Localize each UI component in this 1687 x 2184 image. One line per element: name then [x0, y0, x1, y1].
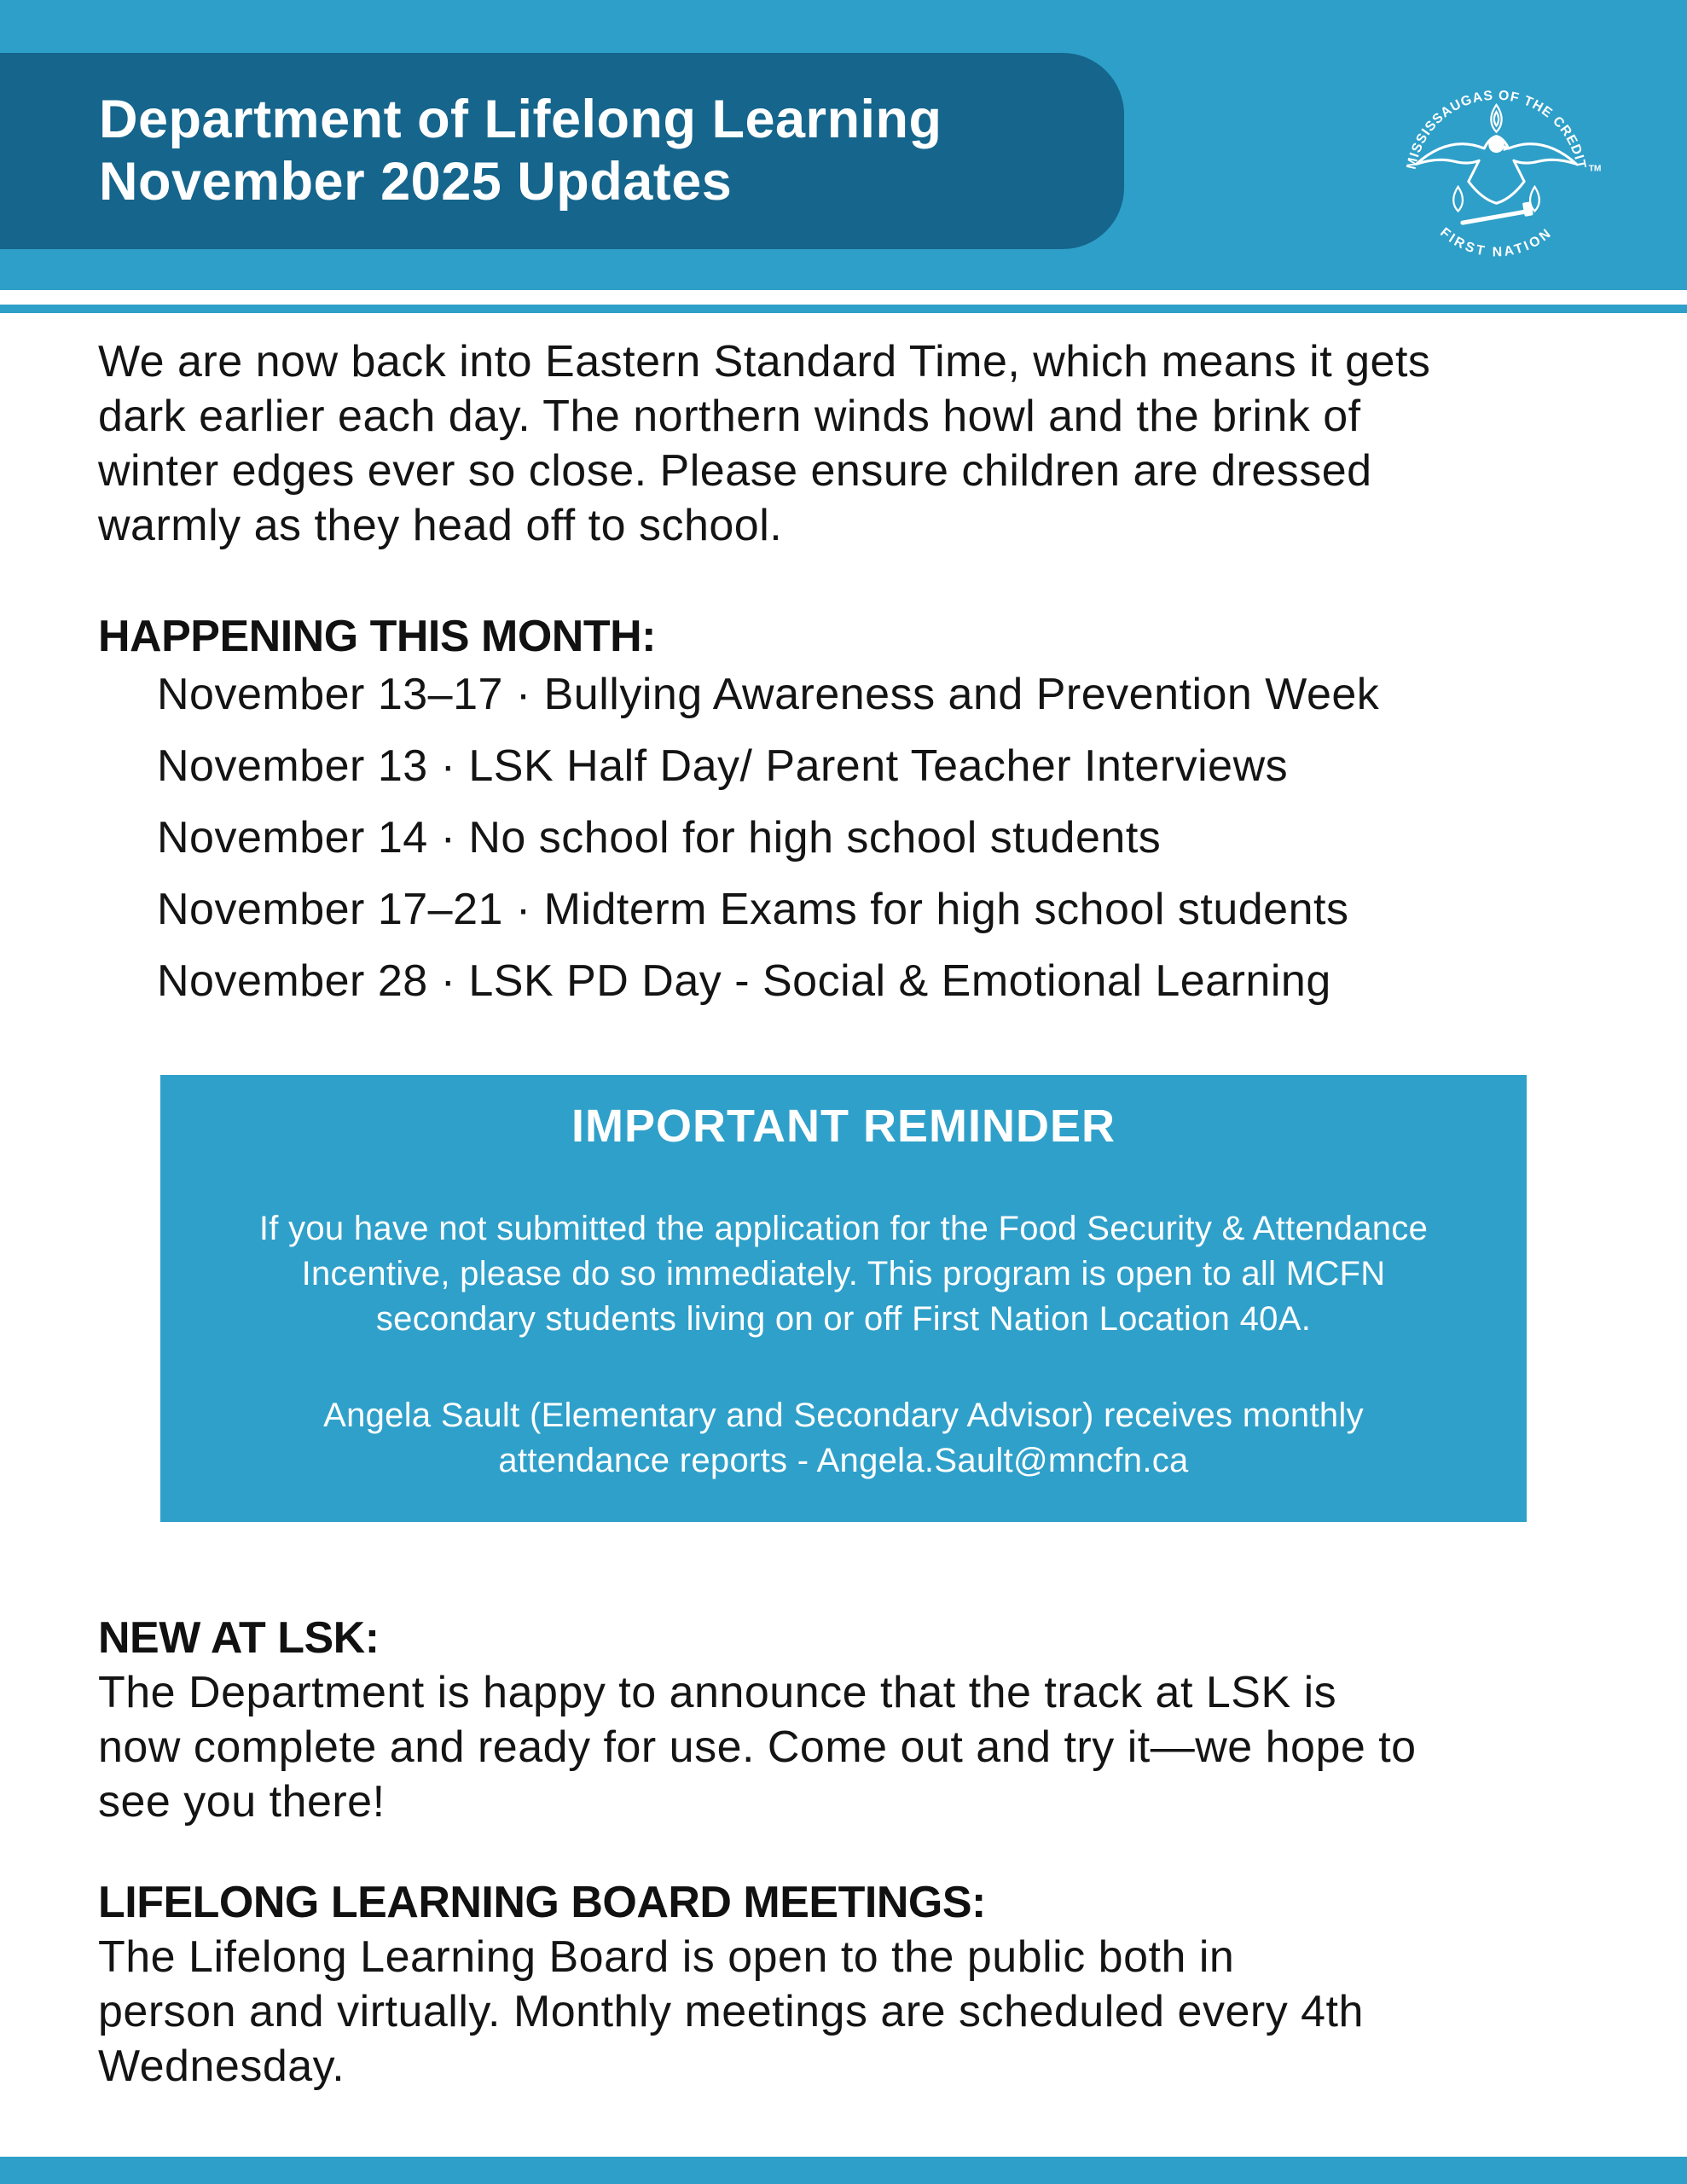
svg-text:FIRST NATION	[1437, 225, 1556, 260]
event-item: November 28 · LSK PD Day - Social & Emotional Learning	[157, 956, 1331, 1006]
flame-left-icon	[1453, 187, 1463, 212]
eagle-head-icon	[1488, 137, 1504, 153]
title-box	[0, 53, 1124, 249]
board-meetings-line: Wednesday.	[98, 2042, 345, 2091]
new-at-lsk-paragraph	[98, 1665, 1417, 1829]
intro-line: warmly as they head off to school.	[98, 501, 783, 550]
board-meetings-line: person and virtually. Monthly meetings are scheduled every 4th	[98, 1987, 1364, 2036]
new-at-lsk-heading: NEW AT LSK:	[98, 1613, 380, 1663]
new-at-lsk-line: now complete and ready for use. Come out and try it—we hope to	[98, 1722, 1417, 1772]
eagle-emblem-icon	[1392, 67, 1601, 276]
reminder-line: Incentive, please do so immediately. This program is open to all MCFN	[301, 1255, 1386, 1292]
footer-accent-bar	[0, 2157, 1687, 2184]
event-item: November 13–17 · Bullying Awareness and Prevention Week	[157, 670, 1380, 719]
happening-heading: HAPPENING THIS MONTH:	[98, 612, 656, 661]
board-meetings-line: The Lifelong Learning Board is open to the public both in	[98, 1932, 1235, 1982]
pipe-icon	[1459, 201, 1533, 228]
intro-line: dark earlier each day. The northern winds howl and the brink of	[98, 392, 1361, 441]
reminder-line-email: attendance reports - Angela.Sault@mncfn.ca	[498, 1442, 1189, 1479]
logo-arc-top-text: MISSISSAUGAS OF THE CREDIT	[1404, 88, 1589, 171]
reminder-line: Applications must be completed each year when this program is available.	[275, 1540, 1412, 1577]
important-reminder-box	[160, 1075, 1527, 1577]
logo-arc-bottom-text: FIRST NATION	[1437, 224, 1556, 260]
reminder-line: secondary students living on or off First Nation Location 40A.	[375, 1300, 1312, 1338]
mcfn-first-nation-logo	[1392, 67, 1601, 276]
board-meetings-heading: LIFELONG LEARNING BOARD MEETINGS:	[98, 1878, 986, 1927]
events-list	[157, 659, 1379, 1017]
event-item: November 17–21 · Midterm Exams for high school students	[157, 885, 1349, 934]
page-title-line-2: November 2025 Updates	[99, 152, 733, 212]
reminder-title: IMPORTANT REMINDER	[571, 1101, 1116, 1152]
header-band	[0, 0, 1687, 290]
reminder-paragraph-3	[275, 1536, 1412, 1582]
page-title-line-1: Department of Lifelong Learning	[99, 90, 942, 149]
flame-top-icon	[1491, 105, 1501, 132]
new-at-lsk-line: see you there!	[98, 1777, 386, 1827]
reminder-paragraph-1	[259, 1206, 1428, 1342]
new-at-lsk-line: The Department is happy to announce that the track at LSK is	[98, 1668, 1337, 1717]
board-meetings-paragraph	[98, 1930, 1364, 2094]
intro-line: We are now back into Eastern Standard Time, which means it gets	[98, 337, 1431, 386]
event-item: November 14 · No school for high school students	[157, 813, 1162, 863]
trademark-text: TM	[1588, 164, 1601, 174]
header-accent-stripe	[0, 305, 1687, 313]
reminder-paragraph-2	[323, 1393, 1364, 1484]
reminder-line: If you have not submitted the application for the Food Security & Attendance	[258, 1210, 1429, 1247]
svg-text:MISSISSAUGAS OF THE CREDIT	[1405, 89, 1589, 171]
intro-line: winter edges ever so close. Please ensure children are dressed	[98, 446, 1372, 496]
reminder-line: Angela Sault (Elementary and Secondary Advisor) receives monthly	[323, 1397, 1364, 1434]
event-item: November 13 · LSK Half Day/ Parent Teacher Interviews	[157, 741, 1289, 791]
intro-paragraph	[98, 334, 1633, 553]
